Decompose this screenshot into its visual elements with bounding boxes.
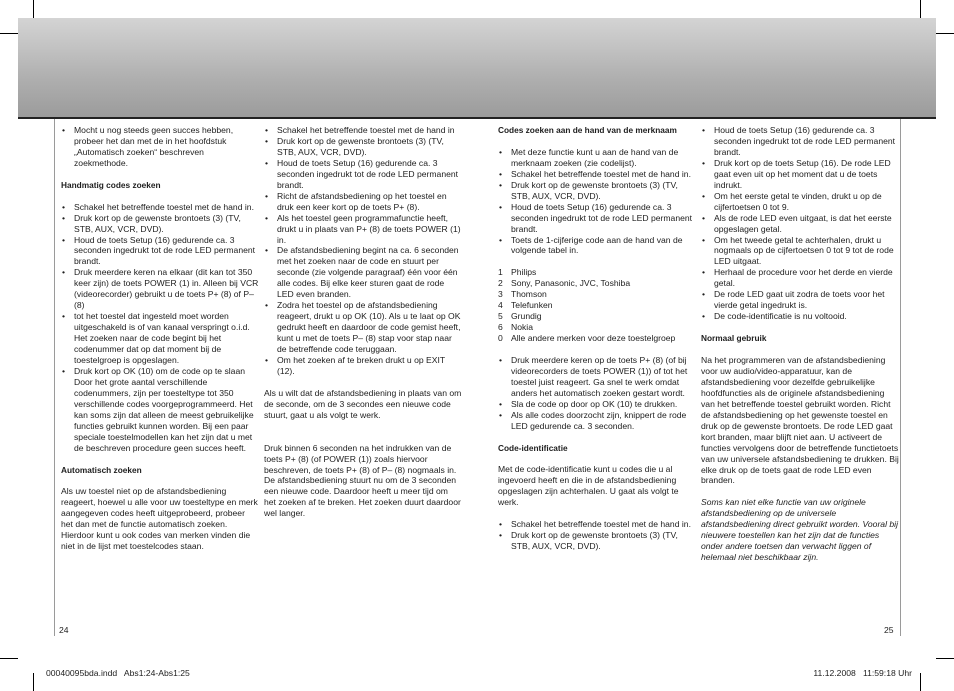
brand-name: Nokia: [511, 322, 533, 333]
brand-code-item: [498, 322, 696, 333]
brand-code-item: [498, 300, 696, 311]
header-banner: [18, 18, 936, 118]
left-page-border: [54, 119, 55, 636]
spacer: [264, 432, 462, 443]
bullet-item: • Houd de toets Setup (16) gedurende ca. 3 seconden ingedrukt tot de rode LED permanent brandt.: [498, 202, 696, 235]
paragraph: Druk binnen 6 seconden na het indrukken van de toets P+ (8) (of POWER (1)) zoals hiervoor beschreven, de toets P+ (8) of P– (8) nogmaals in. De afstandsbediening stuurt nu om de 3 seconden een nieuwe code. Daardoor heeft u meer tijd om het zoeken af te breken. Het zoeken duurt daardoor wel langer.: [264, 442, 461, 519]
bullet-item: • Druk kort op de toets Setup (16). De rode LED gaat even uit op het moment dat u de toets indrukt.: [701, 158, 899, 191]
spacer: [61, 475, 259, 486]
spacer: [498, 454, 696, 465]
spacer: [498, 136, 696, 147]
bullet-item: • Schakel het betreffende toestel met de hand in.: [498, 169, 696, 180]
bullet-item: • De afstandsbediening begint na ca. 6 seconden met het zoeken naar de code en stuurt per seconde (zie volgende paragraaf) één voor één alle codes. Bij elke keer sturen gaat de rode LED even branden.: [264, 245, 462, 300]
bullet-item: • Als de rode LED even uitgaat, is dat het eerste opgeslagen getal.: [701, 213, 899, 235]
bullet-item: • Houd de toets Setup (16) gedurende ca. 3 seconden ingedrukt tot de rode LED permanent brandt.: [701, 125, 899, 158]
spacer: [61, 191, 259, 202]
brand-name: Alle andere merken voor deze toestelgroep: [511, 333, 676, 344]
bullet-item: • Schakel het betreffende toestel met de hand in.: [498, 519, 696, 530]
bullet-item: • De code-identificatie is nu voltooid.: [701, 311, 899, 322]
bullet-item: • tot het toestel dat ingesteld moet worden uitgeschakeld is of van kanaal verspringt o.i.d. Het zoeken naar de code begint bij het codenummer dat op dat moment bij de toestelgroep is opgeslagen.: [61, 311, 259, 366]
brand-code-number: 1: [498, 267, 503, 278]
footer-datetime: 11.12.2008 11:59:18 Uhr: [813, 668, 912, 678]
brand-code-number: 3: [498, 289, 503, 300]
bullet-item: • Om het zoeken af te breken drukt u op EXIT (12).: [264, 355, 462, 377]
bullet-item: • Richt de afstandsbediening op het toestel en druk een keer kort op de toets P+ (8).: [264, 191, 462, 213]
brand-name: Sony, Panasonic, JVC, Toshiba: [511, 278, 631, 289]
bullet-item: • Om het tweede getal te achterhalen, drukt u nogmaals op de cijfertoetsen 0 tot 9 tot de rode LED uitgaat.: [701, 235, 899, 268]
section-heading: Handmatig codes zoeken: [61, 179, 161, 190]
spacer: [264, 421, 462, 432]
brand-code-number: 5: [498, 311, 503, 322]
spacer: [498, 432, 696, 443]
banner-rule: [18, 117, 936, 119]
brand-code-item: [498, 267, 696, 278]
section-heading: Automatisch zoeken: [61, 464, 142, 475]
spacer: [498, 508, 696, 519]
paragraph: Na het programmeren van de afstandsbediening voor uw audio/video-apparatuur, kan de afstandsbediening voor dezelfde gebruikelijke hoofdfuncties als de originele afstandsbediening van het betreffende toestel gebruikt worden. Richt de afstandsbediening op het gewenste toestel en druk op de gewenste brontoets. De rode LED gaat kort branden, maar blijft niet aan. U activeert de functies vervolgens door de betreffende functietoets van uw universele afstandsbediening te drukken. Bij elke druk op de toets gaat de rode LED even branden.: [701, 354, 899, 486]
bullet-item: • Sla de code op door op OK (10) te drukken.: [498, 399, 696, 410]
bullet-item: • Als alle codes doorzocht zijn, knippert de rode LED gedurende ca. 3 seconden.: [498, 410, 696, 432]
crop-mark: [33, 0, 34, 18]
bullet-item: • De rode LED gaat uit zodra de toets voor het vierde getal ingedrukt is.: [701, 289, 899, 311]
spacer: [498, 344, 696, 355]
brand-name: Grundig: [511, 311, 542, 322]
bullet-item: • Met deze functie kunt u aan de hand van de merknaam zoeken (zie codelijst).: [498, 147, 696, 169]
footer-file-info: 00040095bda.indd Abs1:24-Abs1:25: [46, 668, 190, 678]
bullet-item: • Schakel het betreffende toestel met de hand in.: [61, 202, 259, 213]
bullet-item: • Om het eerste getal te vinden, drukt u op de cijfertoetsen 0 tot 9.: [701, 191, 899, 213]
page-number-left: 24: [59, 625, 69, 635]
bullet-item: • Druk kort op de gewenste brontoets (3) (TV, STB, AUX, VCR, DVD).: [264, 136, 462, 158]
bullet-item: • Toets de 1-cijferige code aan de hand van de volgende tabel in.: [498, 235, 696, 257]
column-2: [264, 125, 462, 519]
crop-mark: [0, 33, 18, 34]
bullet-item: • Druk kort op OK (10) om de code op te slaan Door het grote aantal verschillende codenummers, zijn per toesteltype tot 350 verschillende codes voorgeprogrammeerd. Het kan soms zijn dat alleen de meest gebruikelijke functies gebruikt kunnen worden. Bij een paar speciale toestelmodellen kan het zijn dat u met de beschreven procedure geen succes heeft.: [61, 366, 259, 454]
paragraph: Als uw toestel niet op de afstandsbediening reageert, hoewel u alle voor uw toesteltype en merk aangegeven codes heeft uitgeprobeerd, probeer het dan met de functie automatisch zoeken. Hierdoor kunt u ook codes van merken vinden die niet in de lijst met toestelcodes staan.: [61, 486, 258, 552]
page-number-right: 25: [884, 625, 894, 635]
spacer: [701, 344, 899, 355]
bullet-item: • Druk meerdere keren op de toets P+ (8) (of bij videorecorders de toets POWER (1)) of tot het toestel juist reageert. Ga snel te werk omdat anders het automatisch zoeken gestart wordt.: [498, 355, 696, 399]
paragraph: Met de code-identificatie kunt u codes die u al ingevoerd heeft en die in de afstandsbediening opgeslagen zijn achterhalen. U gaat als volgt te werk.: [498, 464, 679, 508]
bullet-item: • Schakel het betreffende toestel met de hand in: [264, 125, 462, 136]
crop-mark: [920, 0, 921, 18]
bullet-item: • Druk kort op de gewenste brontoets (3) (TV, STB, AUX, VCR, DVD).: [498, 180, 696, 202]
paragraph: Als u wilt dat de afstandsbediening in plaats van om de seconde, om de 3 secondes een nieuwe code stuurt, gaat u als volgt te werk.: [264, 387, 462, 420]
column-4: [701, 125, 899, 563]
brand-code-number: 4: [498, 300, 503, 311]
spacer: [701, 486, 899, 497]
spacer: [701, 322, 899, 333]
spacer: [61, 169, 259, 180]
column-1: [61, 125, 259, 552]
brand-name: Telefunken: [511, 300, 553, 311]
spacer: [264, 377, 462, 388]
bullet-item: • Herhaal de procedure voor het derde en vierde getal.: [701, 267, 899, 289]
crop-mark: [936, 658, 954, 659]
section-heading: Codes zoeken aan de hand van de merknaam: [498, 125, 677, 135]
bullet-item: • Zodra het toestel op de afstandsbediening reageert, drukt u op OK (10). Als u te laat op OK gedrukt heeft en daardoor de code gemist heeft, kunt u met de toets P– (8) stap voor stap naar de betreffende code teruggaan.: [264, 300, 462, 355]
italic-note: Soms kan niet elke functie van uw originele afstandsbediening op de universele afstandsbediening direct gebruikt worden. Vooral bij nieuwere toestellen kan het zijn dat de functies onder andere toetsen dan verwacht liggen of helemaal niet beschikbaar zijn.: [701, 497, 898, 563]
brand-code-number: 0: [498, 333, 503, 344]
crop-mark: [0, 658, 18, 659]
bullet-item: • Houd de toets Setup (16) gedurende ca. 3 seconden ingedrukt tot de rode LED permanent brandt.: [264, 158, 462, 191]
bullet-item: • Als het toestel geen programmafunctie heeft, drukt u in plaats van P+ (8) de toets POWER (1) in.: [264, 213, 462, 246]
crop-mark: [920, 673, 921, 691]
right-page-border: [900, 119, 901, 636]
brand-name: Philips: [511, 267, 537, 278]
brand-code-number: 6: [498, 322, 503, 333]
brand-name: Thomson: [511, 289, 547, 300]
spacer: [61, 454, 259, 465]
brand-code-number: 2: [498, 278, 503, 289]
brand-code-item: [498, 289, 696, 300]
bullet-item: • Druk meerdere keren na elkaar (dit kan tot 350 keer zijn) de toets POWER (1) in. Alleen bij VCR (videorecorder) gebruikt u de toets P+ (8) of P– (8): [61, 267, 259, 311]
brand-code-item: [498, 311, 696, 322]
crop-mark: [33, 673, 34, 691]
bullet-item: • Mocht u nog steeds geen succes hebben, probeer het dan met de in het hoofdstuk „Automatisch zoeken“ beschreven zoekmethode.: [61, 125, 259, 169]
brand-code-item: [498, 278, 696, 289]
column-3: [498, 125, 696, 552]
spacer: [498, 256, 696, 267]
bullet-item: • Houd de toets Setup (16) gedurende ca. 3 seconden ingedrukt tot de rode LED permanent brandt.: [61, 235, 259, 268]
section-heading: Normaal gebruik: [701, 333, 767, 344]
bullet-item: • Druk kort op de gewenste brontoets (3) (TV, STB, AUX, VCR, DVD).: [498, 530, 696, 552]
bullet-item: • Druk kort op de gewenste brontoets (3) (TV, STB, AUX, VCR, DVD).: [61, 213, 259, 235]
section-heading: Code-identificatie: [498, 442, 568, 453]
crop-mark: [936, 33, 954, 34]
brand-code-item: [498, 333, 696, 344]
